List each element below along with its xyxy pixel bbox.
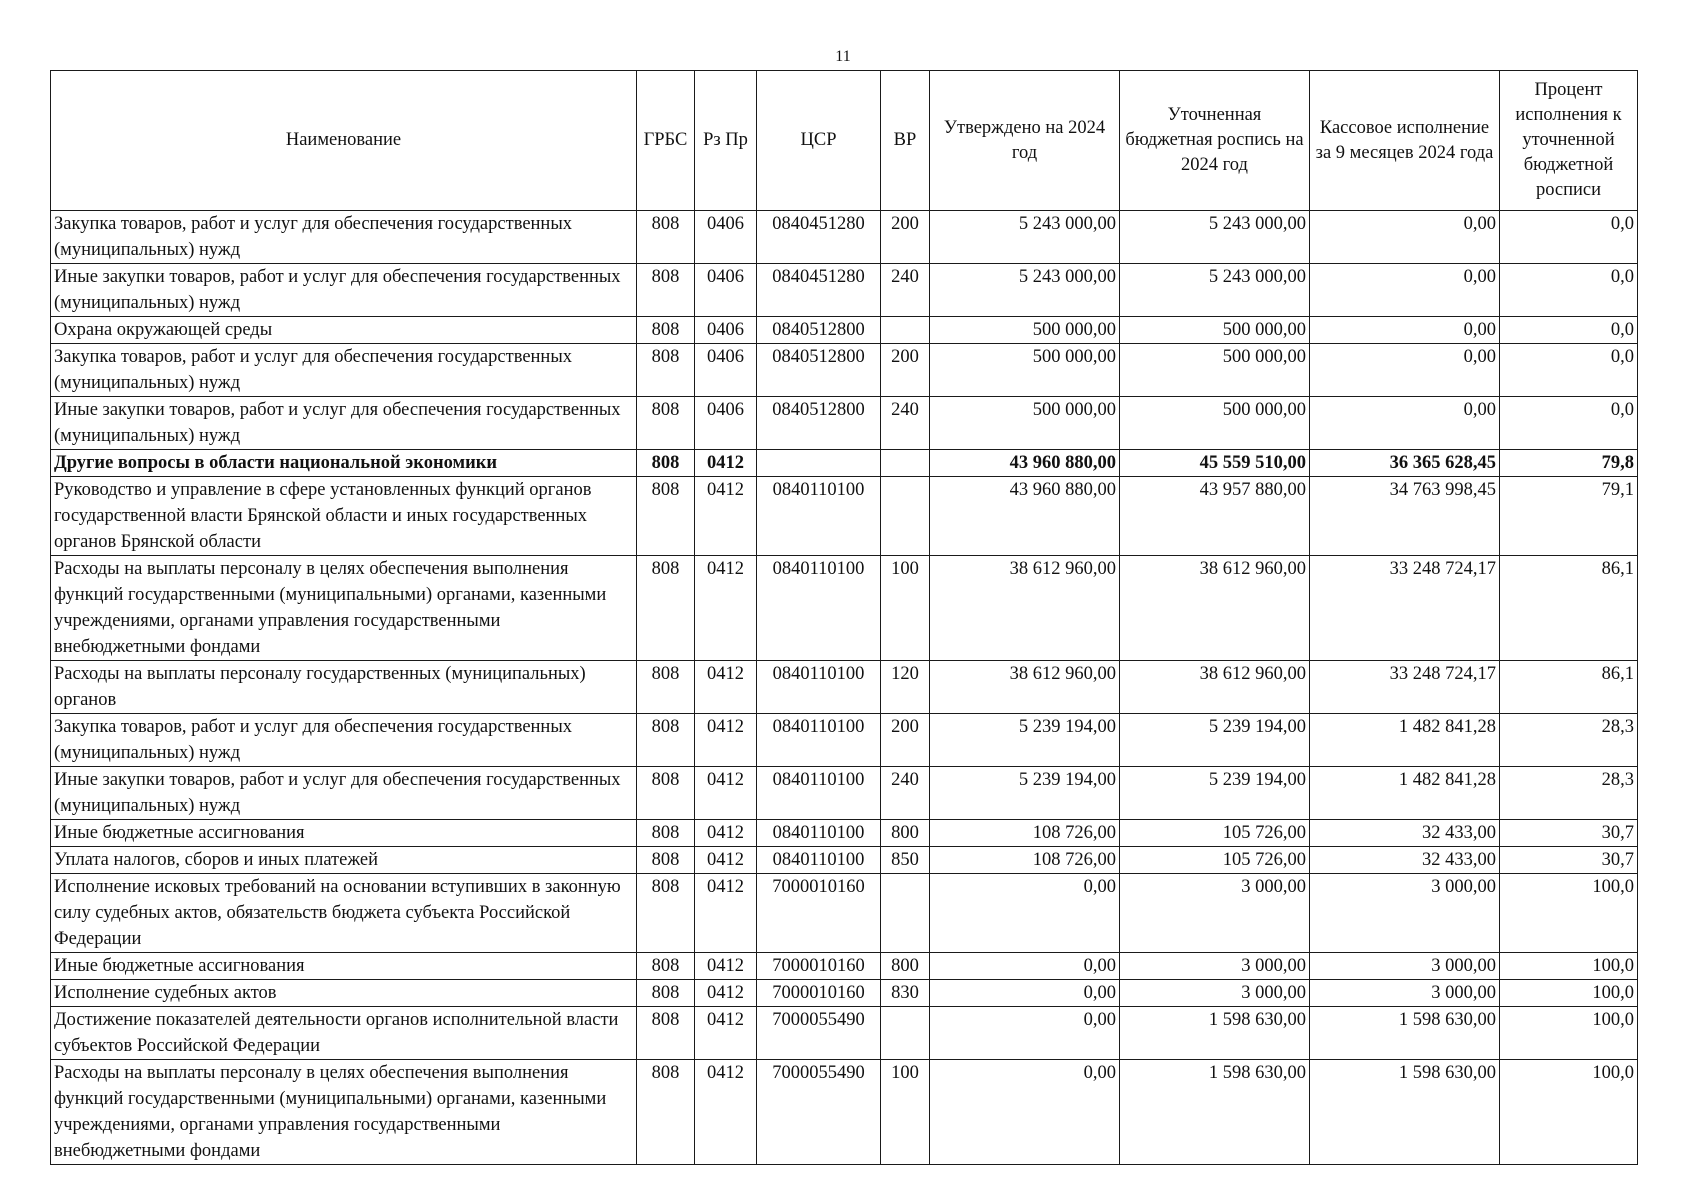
cell-cash: 34 763 998,45 bbox=[1310, 477, 1500, 556]
table-row bbox=[51, 1060, 1638, 1165]
cell-grbs: 808 bbox=[637, 767, 695, 820]
cell-grbs: 808 bbox=[637, 980, 695, 1007]
table-row bbox=[51, 477, 1638, 556]
header-cash: Кассовое исполнение за 9 месяцев 2024 года bbox=[1310, 71, 1500, 211]
cell-cash: 36 365 628,45 bbox=[1310, 450, 1500, 477]
cell-vr: 100 bbox=[881, 556, 930, 661]
cell-name: Закупка товаров, работ и услуг для обеспечения государственных (муниципальных) нужд bbox=[51, 344, 637, 397]
table-row bbox=[51, 344, 1638, 397]
cell-grbs: 808 bbox=[637, 344, 695, 397]
cell-refined: 105 726,00 bbox=[1120, 820, 1310, 847]
cell-rzpr: 0412 bbox=[695, 556, 757, 661]
cell-rzpr: 0412 bbox=[695, 477, 757, 556]
table-row bbox=[51, 211, 1638, 264]
cell-refined: 500 000,00 bbox=[1120, 397, 1310, 450]
cell-approved: 0,00 bbox=[930, 874, 1120, 953]
cell-csr: 7000010160 bbox=[757, 980, 881, 1007]
table-body bbox=[51, 211, 1638, 1165]
cell-percent: 79,1 bbox=[1500, 477, 1638, 556]
cell-approved: 5 239 194,00 bbox=[930, 767, 1120, 820]
table-header-row bbox=[51, 71, 1638, 211]
cell-rzpr: 0412 bbox=[695, 820, 757, 847]
cell-vr bbox=[881, 450, 930, 477]
table-row bbox=[51, 874, 1638, 953]
table-row bbox=[51, 317, 1638, 344]
cell-vr: 800 bbox=[881, 820, 930, 847]
cell-vr: 100 bbox=[881, 1060, 930, 1165]
cell-percent: 86,1 bbox=[1500, 661, 1638, 714]
cell-cash: 1 598 630,00 bbox=[1310, 1007, 1500, 1060]
header-vr: ВР bbox=[881, 71, 930, 211]
cell-refined: 45 559 510,00 bbox=[1120, 450, 1310, 477]
cell-percent: 0,0 bbox=[1500, 264, 1638, 317]
cell-name: Расходы на выплаты персоналу государственных (муниципальных) органов bbox=[51, 661, 637, 714]
cell-vr bbox=[881, 874, 930, 953]
header-grbs: ГРБС bbox=[637, 71, 695, 211]
table-row bbox=[51, 661, 1638, 714]
cell-name: Исполнение исковых требований на основании вступивших в законную силу судебных актов, обязательств бюджета субъекта Российской Федерации bbox=[51, 874, 637, 953]
cell-approved: 5 243 000,00 bbox=[930, 211, 1120, 264]
cell-cash: 3 000,00 bbox=[1310, 980, 1500, 1007]
table-row bbox=[51, 953, 1638, 980]
cell-name: Иные бюджетные ассигнования bbox=[51, 953, 637, 980]
cell-csr: 0840451280 bbox=[757, 211, 881, 264]
header-name: Наименование bbox=[51, 71, 637, 211]
cell-csr: 7000010160 bbox=[757, 953, 881, 980]
cell-vr: 240 bbox=[881, 264, 930, 317]
cell-grbs: 808 bbox=[637, 397, 695, 450]
cell-percent: 0,0 bbox=[1500, 317, 1638, 344]
cell-vr: 800 bbox=[881, 953, 930, 980]
cell-percent: 100,0 bbox=[1500, 874, 1638, 953]
cell-percent: 28,3 bbox=[1500, 714, 1638, 767]
cell-percent: 30,7 bbox=[1500, 847, 1638, 874]
budget-execution-table bbox=[50, 70, 1638, 1165]
page-number: 11 bbox=[835, 48, 851, 65]
cell-rzpr: 0412 bbox=[695, 767, 757, 820]
cell-approved: 43 960 880,00 bbox=[930, 477, 1120, 556]
table-row bbox=[51, 820, 1638, 847]
table-row bbox=[51, 714, 1638, 767]
cell-name: Расходы на выплаты персоналу в целях обеспечения выполнения функций государственными (муниципальными) органами, казенными учреждениями, органами управления государственными внебюджетными фондами bbox=[51, 1060, 637, 1165]
table-row bbox=[51, 1007, 1638, 1060]
cell-vr: 240 bbox=[881, 767, 930, 820]
cell-csr: 7000055490 bbox=[757, 1007, 881, 1060]
cell-percent: 79,8 bbox=[1500, 450, 1638, 477]
cell-grbs: 808 bbox=[637, 953, 695, 980]
cell-percent: 86,1 bbox=[1500, 556, 1638, 661]
cell-refined: 105 726,00 bbox=[1120, 847, 1310, 874]
cell-vr: 240 bbox=[881, 397, 930, 450]
cell-rzpr: 0412 bbox=[695, 450, 757, 477]
cell-vr bbox=[881, 317, 930, 344]
cell-percent: 100,0 bbox=[1500, 1060, 1638, 1165]
cell-approved: 108 726,00 bbox=[930, 847, 1120, 874]
cell-approved: 500 000,00 bbox=[930, 397, 1120, 450]
cell-grbs: 808 bbox=[637, 264, 695, 317]
cell-approved: 500 000,00 bbox=[930, 344, 1120, 397]
cell-percent: 0,0 bbox=[1500, 211, 1638, 264]
header-approved: Утверждено на 2024 год bbox=[930, 71, 1120, 211]
cell-approved: 5 243 000,00 bbox=[930, 264, 1120, 317]
cell-approved: 0,00 bbox=[930, 953, 1120, 980]
cell-approved: 0,00 bbox=[930, 980, 1120, 1007]
cell-name: Иные бюджетные ассигнования bbox=[51, 820, 637, 847]
cell-grbs: 808 bbox=[637, 661, 695, 714]
cell-name: Расходы на выплаты персоналу в целях обеспечения выполнения функций государственными (муниципальными) органами, казенными учреждениями, органами управления государственными внебюджетными фондами bbox=[51, 556, 637, 661]
cell-grbs: 808 bbox=[637, 1060, 695, 1165]
cell-approved: 500 000,00 bbox=[930, 317, 1120, 344]
cell-csr: 0840110100 bbox=[757, 661, 881, 714]
cell-refined: 43 957 880,00 bbox=[1120, 477, 1310, 556]
header-csr: ЦСР bbox=[757, 71, 881, 211]
cell-approved: 38 612 960,00 bbox=[930, 661, 1120, 714]
cell-rzpr: 0412 bbox=[695, 1007, 757, 1060]
cell-percent: 100,0 bbox=[1500, 953, 1638, 980]
cell-csr: 7000010160 bbox=[757, 874, 881, 953]
cell-grbs: 808 bbox=[637, 820, 695, 847]
cell-grbs: 808 bbox=[637, 211, 695, 264]
table-row bbox=[51, 450, 1638, 477]
cell-grbs: 808 bbox=[637, 874, 695, 953]
cell-grbs: 808 bbox=[637, 714, 695, 767]
cell-percent: 0,0 bbox=[1500, 397, 1638, 450]
cell-cash: 33 248 724,17 bbox=[1310, 556, 1500, 661]
cell-cash: 1 482 841,28 bbox=[1310, 714, 1500, 767]
cell-rzpr: 0406 bbox=[695, 211, 757, 264]
cell-rzpr: 0412 bbox=[695, 980, 757, 1007]
cell-csr: 0840110100 bbox=[757, 714, 881, 767]
cell-name: Иные закупки товаров, работ и услуг для обеспечения государственных (муниципальных) нужд bbox=[51, 397, 637, 450]
cell-refined: 500 000,00 bbox=[1120, 317, 1310, 344]
cell-csr: 0840110100 bbox=[757, 767, 881, 820]
cell-vr: 200 bbox=[881, 211, 930, 264]
cell-cash: 0,00 bbox=[1310, 397, 1500, 450]
cell-name: Уплата налогов, сборов и иных платежей bbox=[51, 847, 637, 874]
cell-cash: 1 598 630,00 bbox=[1310, 1060, 1500, 1165]
cell-refined: 3 000,00 bbox=[1120, 953, 1310, 980]
cell-cash: 3 000,00 bbox=[1310, 953, 1500, 980]
cell-rzpr: 0412 bbox=[695, 1060, 757, 1165]
cell-refined: 3 000,00 bbox=[1120, 874, 1310, 953]
cell-name: Охрана окружающей среды bbox=[51, 317, 637, 344]
cell-approved: 38 612 960,00 bbox=[930, 556, 1120, 661]
cell-grbs: 808 bbox=[637, 1007, 695, 1060]
cell-percent: 30,7 bbox=[1500, 820, 1638, 847]
cell-rzpr: 0412 bbox=[695, 953, 757, 980]
cell-grbs: 808 bbox=[637, 317, 695, 344]
cell-csr: 0840451280 bbox=[757, 264, 881, 317]
cell-vr: 120 bbox=[881, 661, 930, 714]
cell-rzpr: 0412 bbox=[695, 661, 757, 714]
cell-cash: 33 248 724,17 bbox=[1310, 661, 1500, 714]
cell-csr: 0840110100 bbox=[757, 820, 881, 847]
cell-rzpr: 0406 bbox=[695, 397, 757, 450]
header-percent: Процент исполнения к уточненной бюджетной росписи bbox=[1500, 71, 1638, 211]
cell-rzpr: 0412 bbox=[695, 874, 757, 953]
cell-approved: 0,00 bbox=[930, 1060, 1120, 1165]
cell-approved: 43 960 880,00 bbox=[930, 450, 1120, 477]
table-row bbox=[51, 847, 1638, 874]
cell-csr bbox=[757, 450, 881, 477]
cell-vr: 200 bbox=[881, 344, 930, 397]
cell-grbs: 808 bbox=[637, 556, 695, 661]
cell-refined: 1 598 630,00 bbox=[1120, 1060, 1310, 1165]
cell-rzpr: 0406 bbox=[695, 344, 757, 397]
cell-cash: 3 000,00 bbox=[1310, 874, 1500, 953]
cell-name: Достижение показателей деятельности органов исполнительной власти субъектов Российской Федерации bbox=[51, 1007, 637, 1060]
cell-csr: 0840110100 bbox=[757, 556, 881, 661]
cell-grbs: 808 bbox=[637, 847, 695, 874]
cell-csr: 0840512800 bbox=[757, 317, 881, 344]
table-row bbox=[51, 767, 1638, 820]
cell-refined: 1 598 630,00 bbox=[1120, 1007, 1310, 1060]
cell-vr: 850 bbox=[881, 847, 930, 874]
cell-refined: 3 000,00 bbox=[1120, 980, 1310, 1007]
cell-refined: 5 239 194,00 bbox=[1120, 714, 1310, 767]
cell-cash: 0,00 bbox=[1310, 264, 1500, 317]
header-rzpr: Рз Пр bbox=[695, 71, 757, 211]
cell-csr: 0840512800 bbox=[757, 344, 881, 397]
cell-name: Исполнение судебных актов bbox=[51, 980, 637, 1007]
cell-percent: 100,0 bbox=[1500, 1007, 1638, 1060]
cell-refined: 5 243 000,00 bbox=[1120, 211, 1310, 264]
cell-name: Закупка товаров, работ и услуг для обеспечения государственных (муниципальных) нужд bbox=[51, 211, 637, 264]
cell-percent: 28,3 bbox=[1500, 767, 1638, 820]
table-row bbox=[51, 264, 1638, 317]
cell-grbs: 808 bbox=[637, 450, 695, 477]
cell-name: Иные закупки товаров, работ и услуг для обеспечения государственных (муниципальных) нужд bbox=[51, 264, 637, 317]
cell-cash: 32 433,00 bbox=[1310, 847, 1500, 874]
header-refined: Уточненная бюджетная роспись на 2024 год bbox=[1120, 71, 1310, 211]
cell-csr: 0840512800 bbox=[757, 397, 881, 450]
cell-cash: 32 433,00 bbox=[1310, 820, 1500, 847]
cell-refined: 38 612 960,00 bbox=[1120, 556, 1310, 661]
table-row bbox=[51, 556, 1638, 661]
cell-grbs: 808 bbox=[637, 477, 695, 556]
cell-approved: 108 726,00 bbox=[930, 820, 1120, 847]
cell-refined: 500 000,00 bbox=[1120, 344, 1310, 397]
cell-cash: 1 482 841,28 bbox=[1310, 767, 1500, 820]
cell-cash: 0,00 bbox=[1310, 317, 1500, 344]
table-row bbox=[51, 980, 1638, 1007]
cell-name: Другие вопросы в области национальной экономики bbox=[51, 450, 637, 477]
cell-name: Закупка товаров, работ и услуг для обеспечения государственных (муниципальных) нужд bbox=[51, 714, 637, 767]
cell-percent: 0,0 bbox=[1500, 344, 1638, 397]
cell-refined: 5 239 194,00 bbox=[1120, 767, 1310, 820]
cell-csr: 0840110100 bbox=[757, 477, 881, 556]
cell-rzpr: 0406 bbox=[695, 317, 757, 344]
cell-percent: 100,0 bbox=[1500, 980, 1638, 1007]
cell-refined: 5 243 000,00 bbox=[1120, 264, 1310, 317]
cell-vr bbox=[881, 477, 930, 556]
cell-vr bbox=[881, 1007, 930, 1060]
cell-vr: 200 bbox=[881, 714, 930, 767]
cell-cash: 0,00 bbox=[1310, 344, 1500, 397]
cell-csr: 0840110100 bbox=[757, 847, 881, 874]
cell-csr: 7000055490 bbox=[757, 1060, 881, 1165]
table-row bbox=[51, 397, 1638, 450]
cell-rzpr: 0406 bbox=[695, 264, 757, 317]
cell-rzpr: 0412 bbox=[695, 714, 757, 767]
cell-vr: 830 bbox=[881, 980, 930, 1007]
cell-approved: 0,00 bbox=[930, 1007, 1120, 1060]
cell-rzpr: 0412 bbox=[695, 847, 757, 874]
cell-cash: 0,00 bbox=[1310, 211, 1500, 264]
cell-refined: 38 612 960,00 bbox=[1120, 661, 1310, 714]
cell-name: Руководство и управление в сфере установленных функций органов государственной власти Брянской области и иных государственных органов Брянской области bbox=[51, 477, 637, 556]
cell-approved: 5 239 194,00 bbox=[930, 714, 1120, 767]
cell-name: Иные закупки товаров, работ и услуг для обеспечения государственных (муниципальных) нужд bbox=[51, 767, 637, 820]
